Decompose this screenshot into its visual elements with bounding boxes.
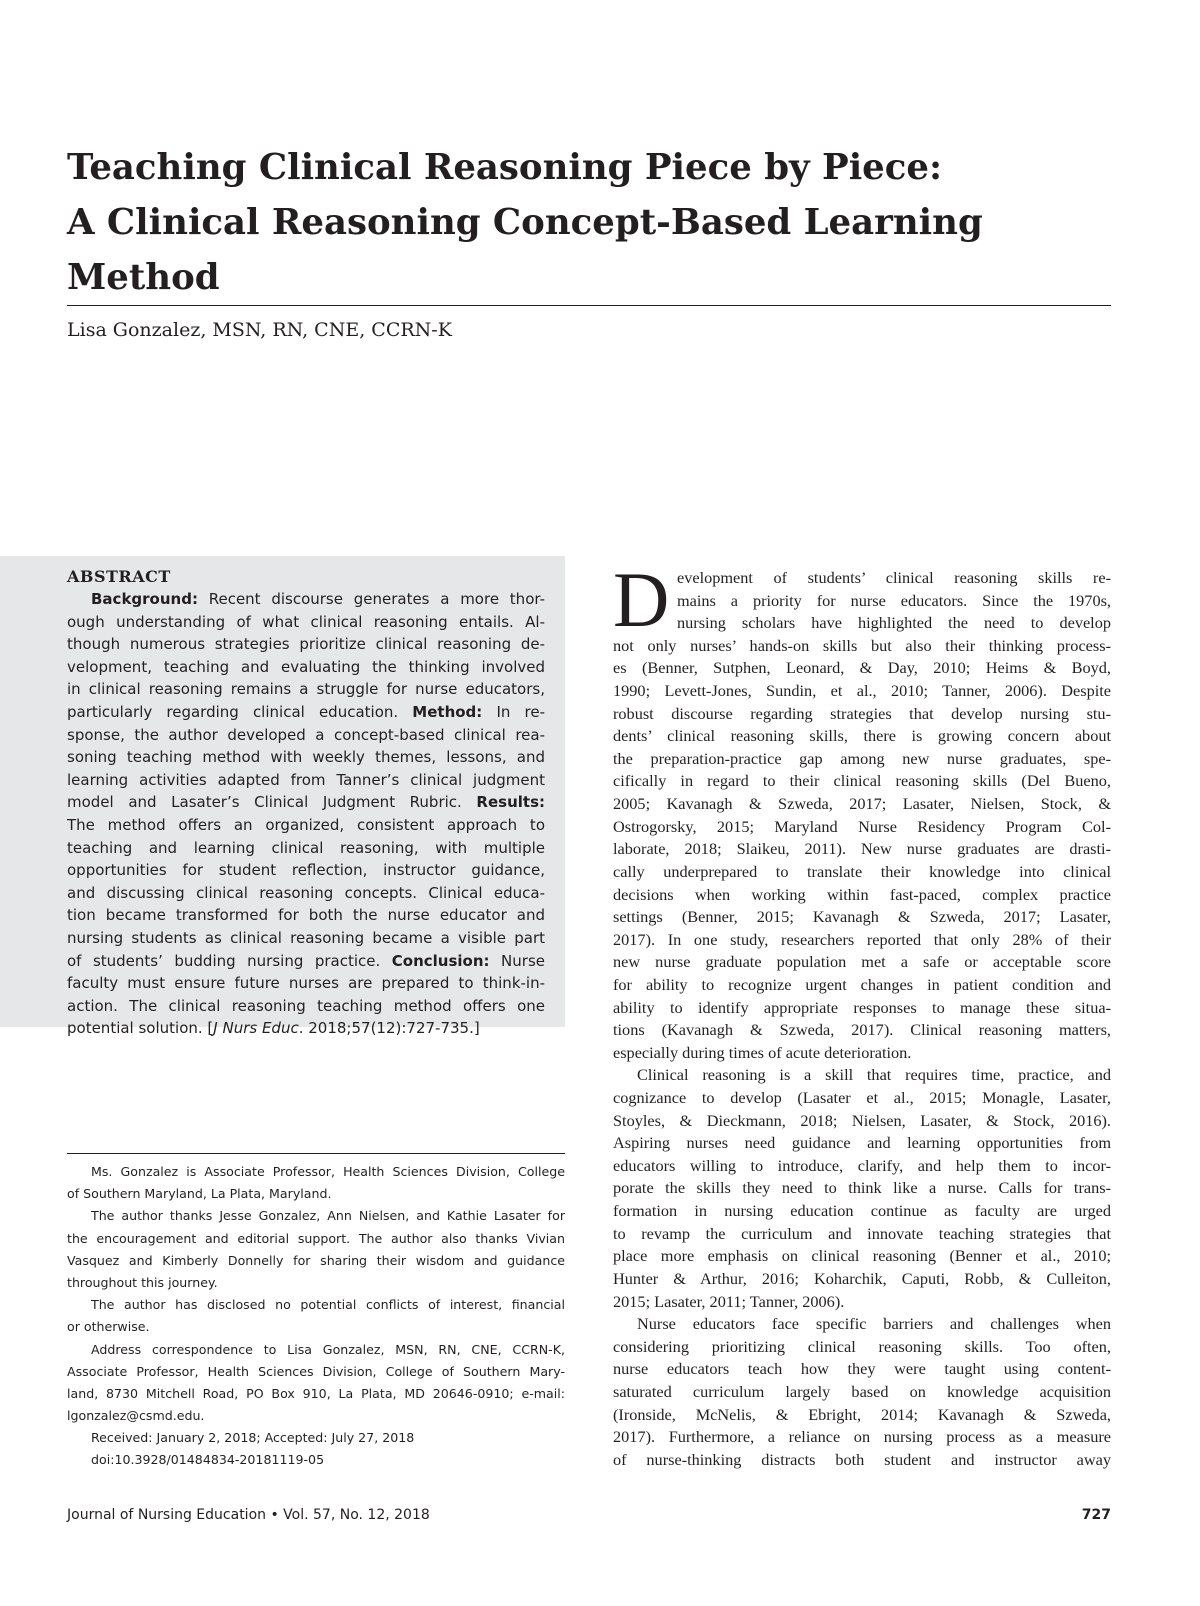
abstract-line: teaching and learning clinical reasoning, with multiple: [67, 838, 545, 857]
title-divider: [67, 305, 1111, 306]
body-line: cifically in regard to their clinical reasoning skills (Del Bueno,: [613, 771, 1111, 791]
footnote-line: of Southern Maryland, La Plata, Maryland.: [67, 1186, 332, 1202]
body-line: to revamp the curriculum and innovate teaching strategies that: [613, 1223, 1111, 1243]
footnote-doi: doi:10.3928/01484834-20181119-05: [91, 1452, 325, 1468]
body-line: 2015; Lasater, 2011; Tanner, 2006).: [613, 1291, 845, 1311]
body-line: formation in nursing education continue as faculty are urged: [613, 1201, 1111, 1221]
abstract-line: faculty must ensure future nurses are prepared to think-in-: [67, 974, 545, 993]
body-line: porate the skills they need to think like a nurse. Calls for trans-: [613, 1178, 1111, 1198]
footnote-line: The author has disclosed no potential conflicts of interest, financial: [91, 1297, 565, 1313]
abstract-line: Background: Recent discourse generates a more thor-: [91, 590, 545, 608]
title-line: A Clinical Reasoning Concept-Based Learning: [67, 202, 983, 243]
abstract-line: action. The clinical reasoning teaching method offers one: [67, 996, 545, 1015]
footnote-line: Ms. Gonzalez is Associate Professor, Health Sciences Division, College: [91, 1164, 565, 1179]
footnote-divider: [67, 1153, 565, 1154]
footnote-line: or otherwise.: [67, 1319, 150, 1335]
footnote-line: Associate Professor, Health Sciences Division, College of Southern Mary-: [67, 1363, 565, 1379]
title-line: Method: [67, 257, 220, 298]
abstract-line: velopment, teaching and evaluating the thinking involved: [67, 657, 545, 676]
abstract-line: nursing students as clinical reasoning became a visible part: [67, 928, 545, 947]
body-line: cally underprepared to translate their knowledge into clinical: [613, 861, 1111, 881]
abstract-line: of students’ budding nursing practice. Conclusion: Nurse: [67, 951, 545, 970]
body-line: Hunter & Arthur, 2016; Koharchik, Caputi, Robb, & Culleiton,: [613, 1268, 1111, 1288]
footnote-received: Received: January 2, 2018; Accepted: July 27, 2018: [91, 1430, 415, 1446]
body-line: for ability to recognize urgent changes in patient condition and: [613, 974, 1111, 994]
footnote-line: throughout this journey.: [67, 1274, 218, 1290]
abstract-content: [67, 566, 545, 1040]
title-line: Teaching Clinical Reasoning Piece by Piece:: [67, 147, 943, 188]
body-line: dents’ clinical reasoning skills, there is growing concern about: [613, 726, 1111, 746]
drop-cap: D: [613, 556, 670, 643]
footnote-line: the encouragement and editorial support. The author also thanks Vivian: [67, 1230, 565, 1246]
body-line: new nurse graduate population met a safe or acceptable score: [613, 952, 1111, 972]
body-line: considering prioritizing clinical reasoning skills. Too often,: [613, 1336, 1111, 1356]
body-line: saturated curriculum largely based on knowledge acquisition: [613, 1381, 1111, 1401]
author-footnotes: [67, 1161, 565, 1472]
page-number: 727: [1081, 1507, 1111, 1523]
body-line: 1990; Levett-Jones, Sundin, et al., 2010; Tanner, 2006). Despite: [613, 681, 1111, 701]
body-line: Clinical reasoning is a skill that requires time, practice, and: [637, 1065, 1111, 1085]
conclusion-label: Conclusion:: [391, 951, 490, 970]
background-label: Background:: [91, 590, 198, 608]
body-line: Nurse educators face specific barriers and challenges when: [637, 1314, 1111, 1334]
abstract-panel: [0, 556, 565, 1038]
body-line: robust discourse regarding strategies that develop nursing stu-: [613, 703, 1111, 723]
body-line: Ostrogorsky, 2015; Maryland Nurse Residency Program Col-: [613, 816, 1111, 836]
abstract-line: soning teaching method with weekly themes, lessons, and: [67, 748, 545, 767]
body-line: especially during times of acute deterioration.: [613, 1042, 912, 1062]
body-line: settings (Benner, 2015; Kavanagh & Szweda, 2017; Lasater,: [613, 907, 1111, 927]
citation-journal: J Nurs Educ: [213, 1019, 299, 1038]
body-line: 2005; Kavanagh & Szweda, 2017; Lasater, Nielsen, Stock, &: [613, 794, 1111, 814]
abstract-heading: ABSTRACT: [67, 567, 171, 586]
body-line: ability to identify appropriate responses to manage these situa-: [613, 997, 1111, 1017]
abstract-line: though numerous strategies prioritize clinical reasoning de-: [67, 635, 545, 654]
abstract-line: tion became transformed for both the nurse educator and: [67, 906, 545, 925]
footnote-line: Vasquez and Kimberly Donnelly for sharing their wisdom and guidance: [67, 1252, 565, 1268]
body-line: decisions when working within fast-paced, complex practice: [613, 884, 1111, 904]
body-line: 2017). In one study, researchers reported that only 28% of their: [613, 929, 1111, 949]
author-byline: Lisa Gonzalez, MSN, RN, CNE, CCRN-K: [67, 319, 452, 341]
abstract-line: in clinical reasoning remains a struggle for nurse educators,: [67, 680, 545, 699]
abstract-line: sponse, the author developed a concept-based clinical rea-: [67, 725, 545, 744]
footnote-line: The author thanks Jesse Gonzalez, Ann Nielsen, and Kathie Lasater for: [91, 1208, 565, 1224]
abstract-line: particularly regarding clinical education. Method: In re-: [67, 702, 545, 721]
body-line: (Ironside, McNelis, & Ebright, 2014; Kavanagh & Szweda,: [613, 1404, 1111, 1424]
body-line: Aspiring nurses need guidance and learning opportunities from: [613, 1133, 1111, 1153]
body-line: es (Benner, Sutphen, Leonard, & Day, 2010; Heims & Boyd,: [613, 658, 1111, 678]
body-line: cognizance to develop (Lasater et al., 2015; Monagle, Lasater,: [613, 1088, 1111, 1108]
journal-footer: Journal of Nursing Education • Vol. 57, No. 12, 2018: [67, 1507, 430, 1523]
body-line: not only nurses’ hands-on skills but also their thinking process-: [613, 635, 1111, 655]
footnote-line: land, 8730 Mitchell Road, PO Box 910, La Plata, MD 20646-0910; e-mail:: [67, 1385, 565, 1401]
body-line: place more emphasis on clinical reasoning (Benner et al., 2010;: [613, 1246, 1111, 1266]
body-line: evelopment of students’ clinical reasoning skills re-: [677, 568, 1111, 587]
abstract-line: and discussing clinical reasoning concepts. Clinical educa-: [67, 883, 545, 902]
body-line: 2017). Furthermore, a reliance on nursing process as a measure: [613, 1427, 1111, 1447]
abstract-line: potential solution. [J Nurs Educ. 2018;57(12):727-735.]: [67, 1019, 480, 1038]
body-line: the preparation-practice gap among new nurse graduates, spe-: [613, 748, 1111, 768]
abstract-line: The method offers an organized, consistent approach to: [67, 815, 545, 834]
footnote-email[interactable]: lgonzalez@csmd.edu.: [67, 1408, 205, 1424]
body-line: educators willing to introduce, clarify, and help them to incor-: [613, 1155, 1111, 1175]
body-line: laborate, 2018; Slaikeu, 2011). New nurse graduates are drasti-: [613, 839, 1111, 859]
body-line: mains a priority for nurse educators. Since the 1970s,: [677, 590, 1111, 610]
body-line: Stoyles, & Dieckmann, 2018; Nielsen, Lasater, & Stock, 2016).: [613, 1110, 1111, 1130]
method-label: Method:: [412, 702, 483, 721]
article-title: [67, 140, 1127, 305]
body-line: tions (Kavanagh & Szweda, 2017). Clinical reasoning matters,: [613, 1020, 1111, 1040]
abstract-line: learning activities adapted from Tanner’s clinical judgment: [67, 770, 545, 789]
body-line: of nurse-thinking distracts both student and instructor away: [613, 1449, 1111, 1469]
results-label: Results:: [476, 793, 545, 812]
abstract-line: model and Lasater’s Clinical Judgment Rubric. Results:: [67, 793, 545, 812]
body-line: nursing scholars have highlighted the need to develop: [677, 613, 1111, 633]
abstract-line: ough understanding of what clinical reasoning entails. Al-: [67, 612, 545, 631]
abstract-line: opportunities for student reflection, instructor guidance,: [67, 861, 545, 880]
footnote-line: Address correspondence to Lisa Gonzalez, MSN, RN, CNE, CCRN-K,: [91, 1341, 565, 1357]
body-line: nurse educators teach how they were taught using content-: [613, 1359, 1111, 1379]
body-text-column: [613, 556, 1111, 1471]
